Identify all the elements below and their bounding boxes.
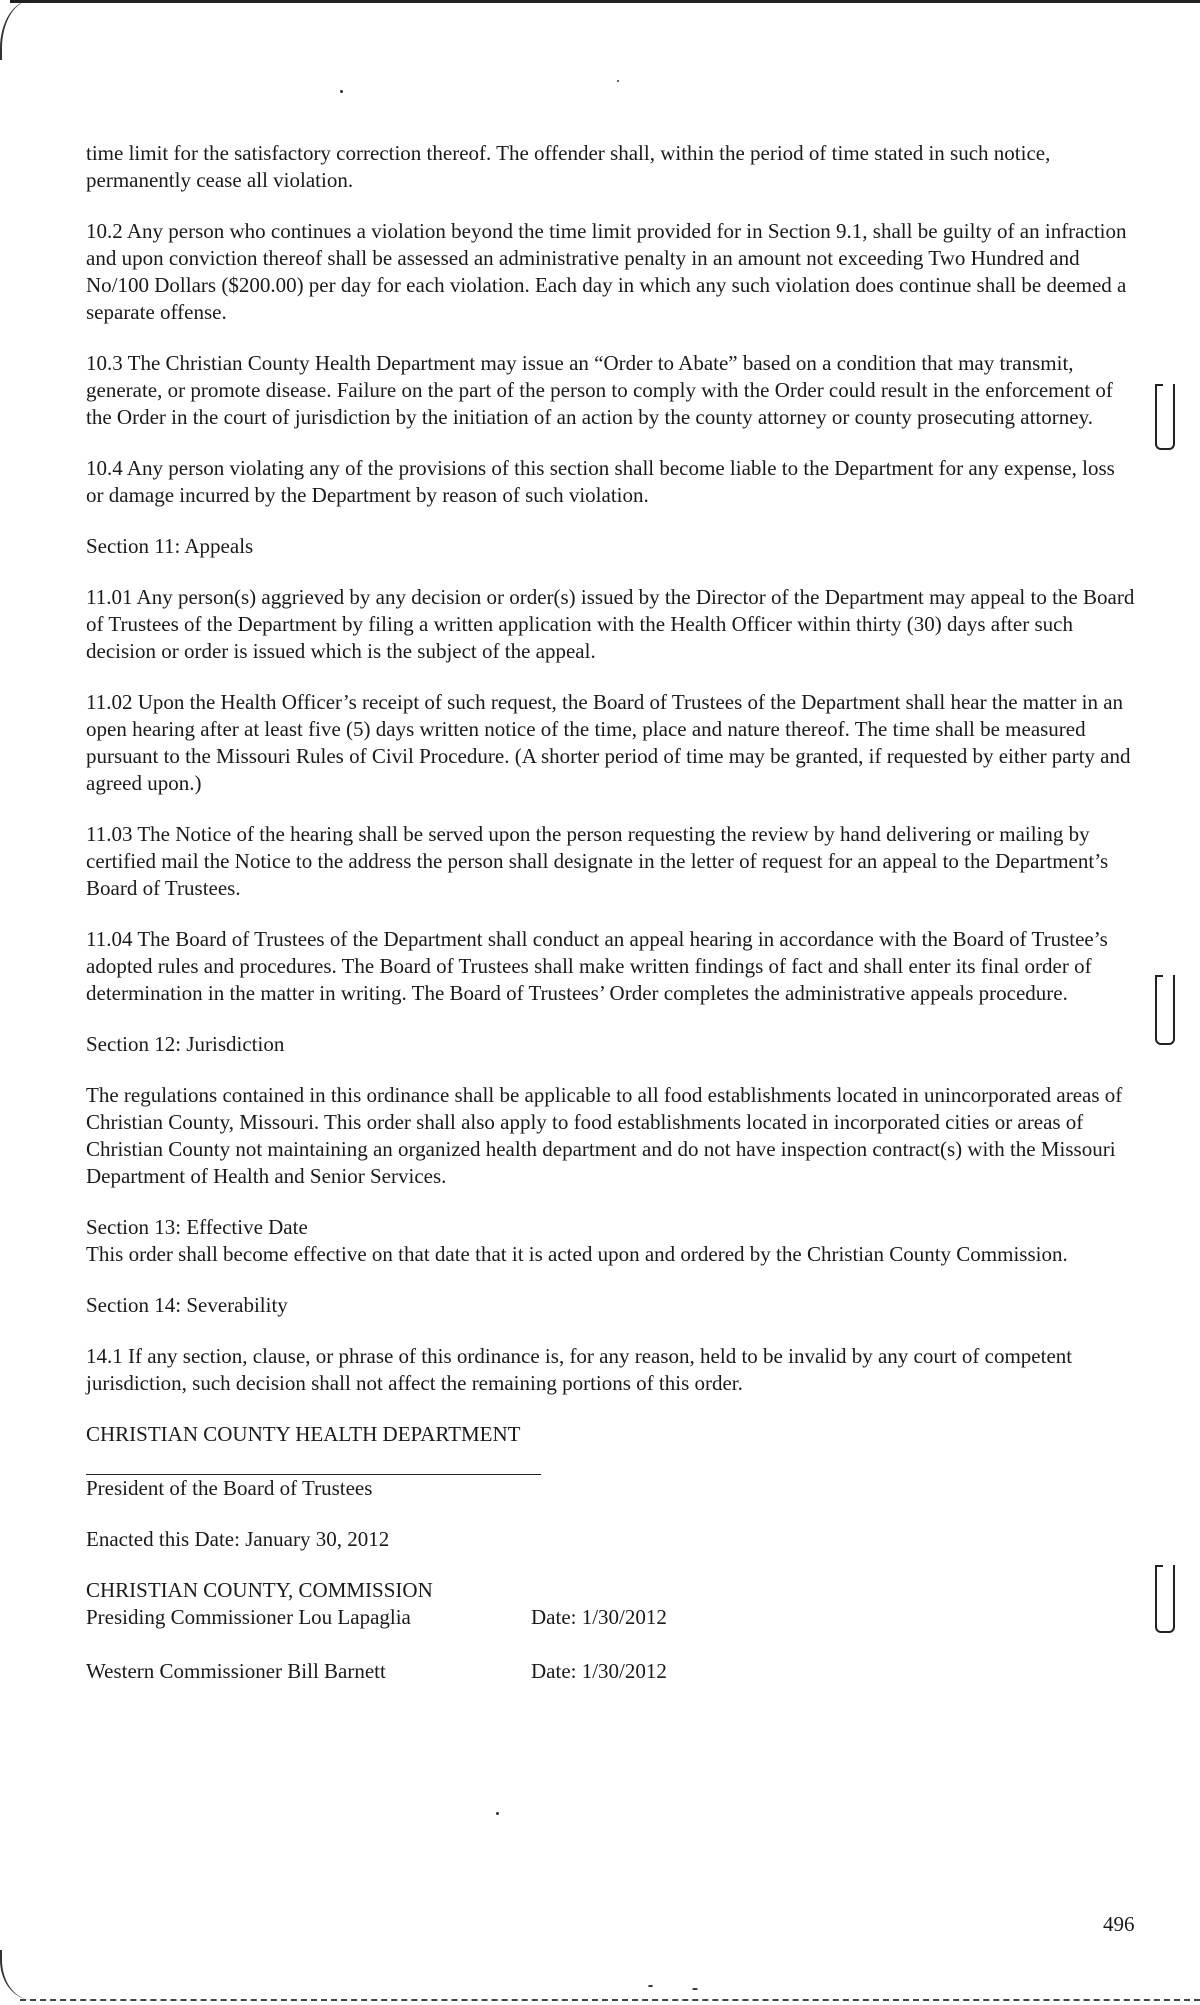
scan-edge-top (10, 0, 1200, 7)
commissioner-date: Date: 1/30/2012 (531, 1605, 667, 1629)
department-name: CHRISTIAN COUNTY HEALTH DEPARTMENT (86, 1422, 521, 1446)
paragraph-11-03: 11.03 The Notice of the hearing shall be served upon the person requesting the review by hand delivering or mailing by certified mail the Notice to the address the person shall designate in the letter of request for an appeal to the Department’s Board of Trustees. (86, 822, 1109, 900)
paragraph-continuation: time limit for the satisfactory correction thereof. The offender shall, within the period of time stated in such notice, permanently cease all violation. (86, 141, 1051, 192)
paragraph-10-3: 10.3 The Christian County Health Department may issue an “Order to Abate” based on a condition that may transmit, generate, or promote disease. Failure on the part of the person to comply with the Order could result in the enforcement of the Order in the court of jurisdiction by the initiation of an action by the county attorney or county prosecuting attorney. (86, 351, 1113, 429)
paragraph-11-01: 11.01 Any person(s) aggrieved by any decision or order(s) issued by the Director of the Department may appeal to the Board of Trustees of the Department by filing a written application with the Health Officer within thirty (30) days after such decision or order is issued which is the subject of the appeal. (86, 585, 1135, 663)
commissioner-row (86, 1658, 1136, 1685)
scan-corner-bottom-left (0, 1950, 32, 2000)
signature-line (86, 1448, 541, 1475)
commissioner-date: Date: 1/30/2012 (531, 1659, 667, 1683)
margin-bracket (1155, 1565, 1175, 1633)
scan-speck (648, 1985, 653, 1987)
document-body (86, 140, 1136, 1685)
paragraph-11-02: 11.02 Upon the Health Officer’s receipt of such request, the Board of Trustees of the Department shall hear the matter in an open hearing after at least five (5) days written notice of the time, place and nature thereof. The time shall be measured pursuant to the Missouri Rules of Civil Procedure. (A shorter period of time may be granted, if requested by either party and agreed upon.) (86, 690, 1131, 795)
section-12-heading: Section 12: Jurisdiction (86, 1032, 285, 1056)
section-14-heading: Section 14: Severability (86, 1293, 288, 1317)
commissioner-name: Western Commissioner Bill Barnett (86, 1659, 386, 1683)
paragraph-section-13: This order shall become effective on that date that it is acted upon and ordered by the Christian County Commission. (86, 1242, 1068, 1266)
scan-speck (340, 90, 343, 93)
margin-bracket (1155, 975, 1175, 1045)
scan-speck (617, 80, 619, 82)
scan-corner-top-left (0, 0, 32, 60)
paragraph-10-2: 10.2 Any person who continues a violation beyond the time limit provided for in Section 9.1, shall be guilty of an infraction and upon conviction thereof shall be assessed an administrative penalty in an amount not exceeding Two Hundred and No/100 Dollars ($200.00) per day for each violation. Each day in which any such violation does continue shall be deemed a separate offense. (86, 219, 1127, 324)
commissioner-name: Presiding Commissioner Lou Lapaglia (86, 1605, 411, 1629)
scan-speck (496, 1812, 499, 1815)
section-11-heading: Section 11: Appeals (86, 534, 254, 558)
paragraph-section-12: The regulations contained in this ordinance shall be applicable to all food establishments located in unincorporated areas of Christian County, Missouri. This order shall also apply to food establishments located in incorporated cities or areas of Christian County not maintaining an organized health department and do not have inspection contract(s) with the Missouri Department of Health and Senior Services. (86, 1083, 1123, 1188)
margin-bracket (1155, 384, 1175, 450)
scan-edge-bottom (20, 1996, 1200, 2001)
paragraph-11-04: 11.04 The Board of Trustees of the Department shall conduct an appeal hearing in accordance with the Board of Trustee’s adopted rules and procedures. The Board of Trustees shall make written findings of fact and shall enter its final order of determination in the matter in writing. The Board of Trustees’ Order completes the administrative appeals procedure. (86, 927, 1108, 1005)
section-13-heading: Section 13: Effective Date (86, 1215, 308, 1239)
paragraph-14-1: 14.1 If any section, clause, or phrase of this ordinance is, for any reason, held to be invalid by any court of competent jurisdiction, such decision shall not affect the remaining portions of this order. (86, 1344, 1073, 1395)
enacted-date: Enacted this Date: January 30, 2012 (86, 1527, 390, 1551)
page-number: 496 (1103, 1912, 1135, 1936)
signer-title: President of the Board of Trustees (86, 1476, 373, 1500)
scan-speck (692, 1988, 698, 1990)
paragraph-10-4: 10.4 Any person violating any of the provisions of this section shall become liable to the Department for any expense, loss or damage incurred by the Department by reason of such violation. (86, 456, 1115, 507)
commission-name: CHRISTIAN COUNTY, COMMISSION (86, 1578, 433, 1602)
commissioner-row (86, 1604, 1136, 1631)
